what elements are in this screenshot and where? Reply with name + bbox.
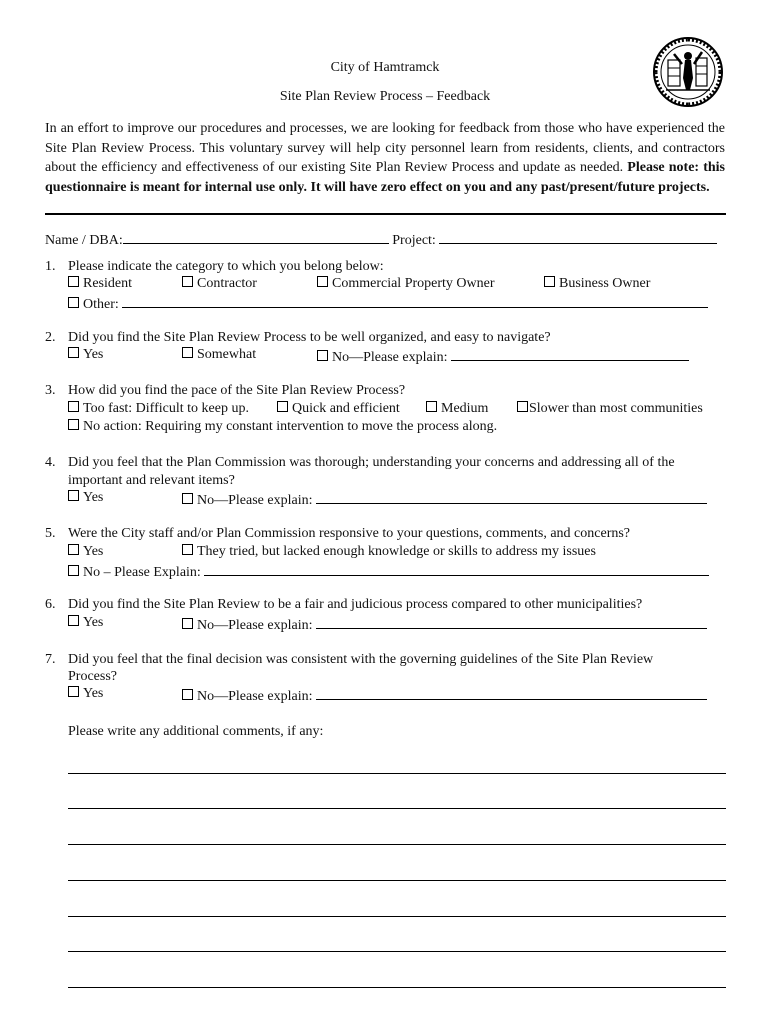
q2-option-yes[interactable]	[68, 347, 103, 363]
comment-line[interactable]	[68, 916, 726, 917]
option-label: Yes	[83, 686, 104, 701]
option-label: Quick and efficient	[292, 401, 400, 416]
option-label: Other:	[83, 297, 119, 312]
intro-note: Please note: this questionnaire is meant for internal use only. It will have zero effect on you and any past/present/future projects.	[45, 160, 725, 195]
checkbox[interactable]	[68, 297, 79, 308]
intro-text: In an effort to improve our procedures and processes, we are looking for feedback from those who have experienced the Site Plan Review Process. This voluntary survey will help city personnel learn from residents, clients, and contractors about the efficiency and effectiveness of our existing Site Plan Review Process and update as needed.	[45, 121, 725, 175]
option-label: No action: Requiring my constant intervention to move the process along.	[83, 419, 498, 434]
comments-label: Please write any additional comments, if any:	[68, 724, 324, 739]
option-label: Yes	[83, 615, 104, 630]
checkbox[interactable]	[182, 544, 193, 555]
comment-line[interactable]	[68, 987, 726, 988]
checkbox[interactable]	[68, 544, 79, 555]
q3-option-slower[interactable]	[517, 401, 703, 417]
option-label: Yes	[83, 544, 104, 559]
option-label: Somewhat	[197, 347, 257, 362]
name-label: Name / DBA:	[45, 233, 123, 248]
header-divider	[45, 213, 726, 215]
question-2-text: Did you find the Site Plan Review Process to be well organized, and easy to navigate?	[68, 330, 551, 345]
explain-field[interactable]	[204, 562, 709, 576]
q6-option-yes[interactable]	[68, 615, 103, 631]
option-label: No—Please explain:	[332, 350, 448, 365]
comment-line[interactable]	[68, 844, 726, 845]
explain-field[interactable]	[451, 347, 689, 361]
question-4-text-cont: important and relevant items?	[68, 473, 235, 488]
q6-option-no[interactable]	[182, 615, 707, 634]
checkbox[interactable]	[317, 276, 328, 287]
option-label: Too fast: Difficult to keep up.	[83, 401, 249, 416]
option-label: Yes	[83, 490, 104, 505]
explain-field[interactable]	[316, 490, 707, 504]
question-number: 6.	[45, 597, 56, 612]
q3-option-too-fast[interactable]	[68, 401, 249, 417]
project-field[interactable]	[439, 230, 717, 244]
question-7-text: Did you feel that the final decision was consistent with the governing guidelines of the Site Plan Review	[68, 652, 654, 667]
q7-option-yes[interactable]	[68, 686, 103, 702]
question-7-text-cont: Process?	[68, 669, 117, 684]
checkbox[interactable]	[182, 493, 193, 504]
q7-option-no[interactable]	[182, 686, 707, 705]
question-3-text: How did you find the pace of the Site Plan Review Process?	[68, 383, 406, 398]
checkbox[interactable]	[182, 276, 193, 287]
checkbox[interactable]	[182, 347, 193, 358]
question-number: 2.	[45, 330, 56, 345]
question-number: 4.	[45, 455, 56, 470]
question-number: 5.	[45, 526, 56, 541]
q4-option-no[interactable]	[182, 490, 707, 509]
question-4-text: Did you feel that the Plan Commission was thorough; understanding your concerns and addressing all of the	[68, 455, 675, 470]
option-label: Business Owner	[559, 276, 651, 291]
question-1-text: Please indicate the category to which you belong below:	[68, 259, 384, 274]
question-6-text: Did you find the Site Plan Review to be a fair and judicious process compared to other municipalities?	[68, 597, 643, 612]
option-label: No—Please explain:	[197, 493, 313, 508]
option-label: No – Please Explain:	[83, 565, 201, 580]
q4-option-yes[interactable]	[68, 490, 103, 506]
comment-line[interactable]	[68, 773, 726, 774]
checkbox[interactable]	[68, 686, 79, 697]
checkbox[interactable]	[517, 401, 528, 412]
checkbox[interactable]	[68, 347, 79, 358]
q3-option-medium[interactable]	[426, 401, 488, 417]
question-number: 3.	[45, 383, 56, 398]
q2-option-no[interactable]	[317, 347, 689, 366]
option-label: No—Please explain:	[197, 689, 313, 704]
q1-option-commercial[interactable]	[317, 276, 495, 292]
option-label: They tried, but lacked enough knowledge or skills to address my issues	[197, 544, 596, 559]
q5-option-yes[interactable]	[68, 544, 103, 560]
other-field[interactable]	[122, 294, 708, 308]
option-label: Slower than most communities	[529, 401, 703, 416]
checkbox[interactable]	[182, 689, 193, 700]
checkbox[interactable]	[68, 565, 79, 576]
comment-line[interactable]	[68, 808, 726, 809]
checkbox[interactable]	[68, 490, 79, 501]
checkbox[interactable]	[277, 401, 288, 412]
question-5-text: Were the City staff and/or Plan Commission responsive to your questions, comments, and concerns?	[68, 526, 631, 541]
option-label: Contractor	[197, 276, 257, 291]
q3-option-no-action[interactable]	[68, 419, 497, 435]
comment-line[interactable]	[68, 880, 726, 881]
city-title: City of Hamtramck	[330, 60, 440, 75]
option-label: No—Please explain:	[197, 618, 313, 633]
option-label: Commercial Property Owner	[332, 276, 495, 291]
option-label: Medium	[441, 401, 489, 416]
checkbox[interactable]	[68, 615, 79, 626]
q1-option-resident[interactable]	[68, 276, 132, 292]
checkbox[interactable]	[317, 350, 328, 361]
q1-option-other[interactable]	[68, 294, 708, 313]
q1-option-business[interactable]	[544, 276, 650, 292]
q5-option-tried[interactable]	[182, 544, 596, 560]
name-field[interactable]	[123, 230, 389, 244]
q1-option-contractor[interactable]	[182, 276, 257, 292]
q3-option-quick[interactable]	[277, 401, 400, 417]
explain-field[interactable]	[316, 686, 707, 700]
q5-option-no[interactable]	[68, 562, 709, 581]
comment-line[interactable]	[68, 951, 726, 952]
project-label: Project:	[392, 233, 436, 248]
explain-field[interactable]	[316, 615, 707, 629]
option-label: Resident	[83, 276, 132, 291]
form-title: Site Plan Review Process – Feedback	[279, 89, 491, 104]
question-number: 1.	[45, 259, 56, 274]
q2-option-somewhat[interactable]	[182, 347, 256, 363]
option-label: Yes	[83, 347, 104, 362]
checkbox[interactable]	[426, 401, 437, 412]
checkbox[interactable]	[68, 276, 79, 287]
checkbox[interactable]	[68, 419, 79, 430]
question-number: 7.	[45, 652, 56, 667]
checkbox[interactable]	[182, 618, 193, 629]
intro-paragraph	[45, 119, 725, 197]
name-project-row	[45, 230, 717, 249]
checkbox[interactable]	[544, 276, 555, 287]
checkbox[interactable]	[68, 401, 79, 412]
